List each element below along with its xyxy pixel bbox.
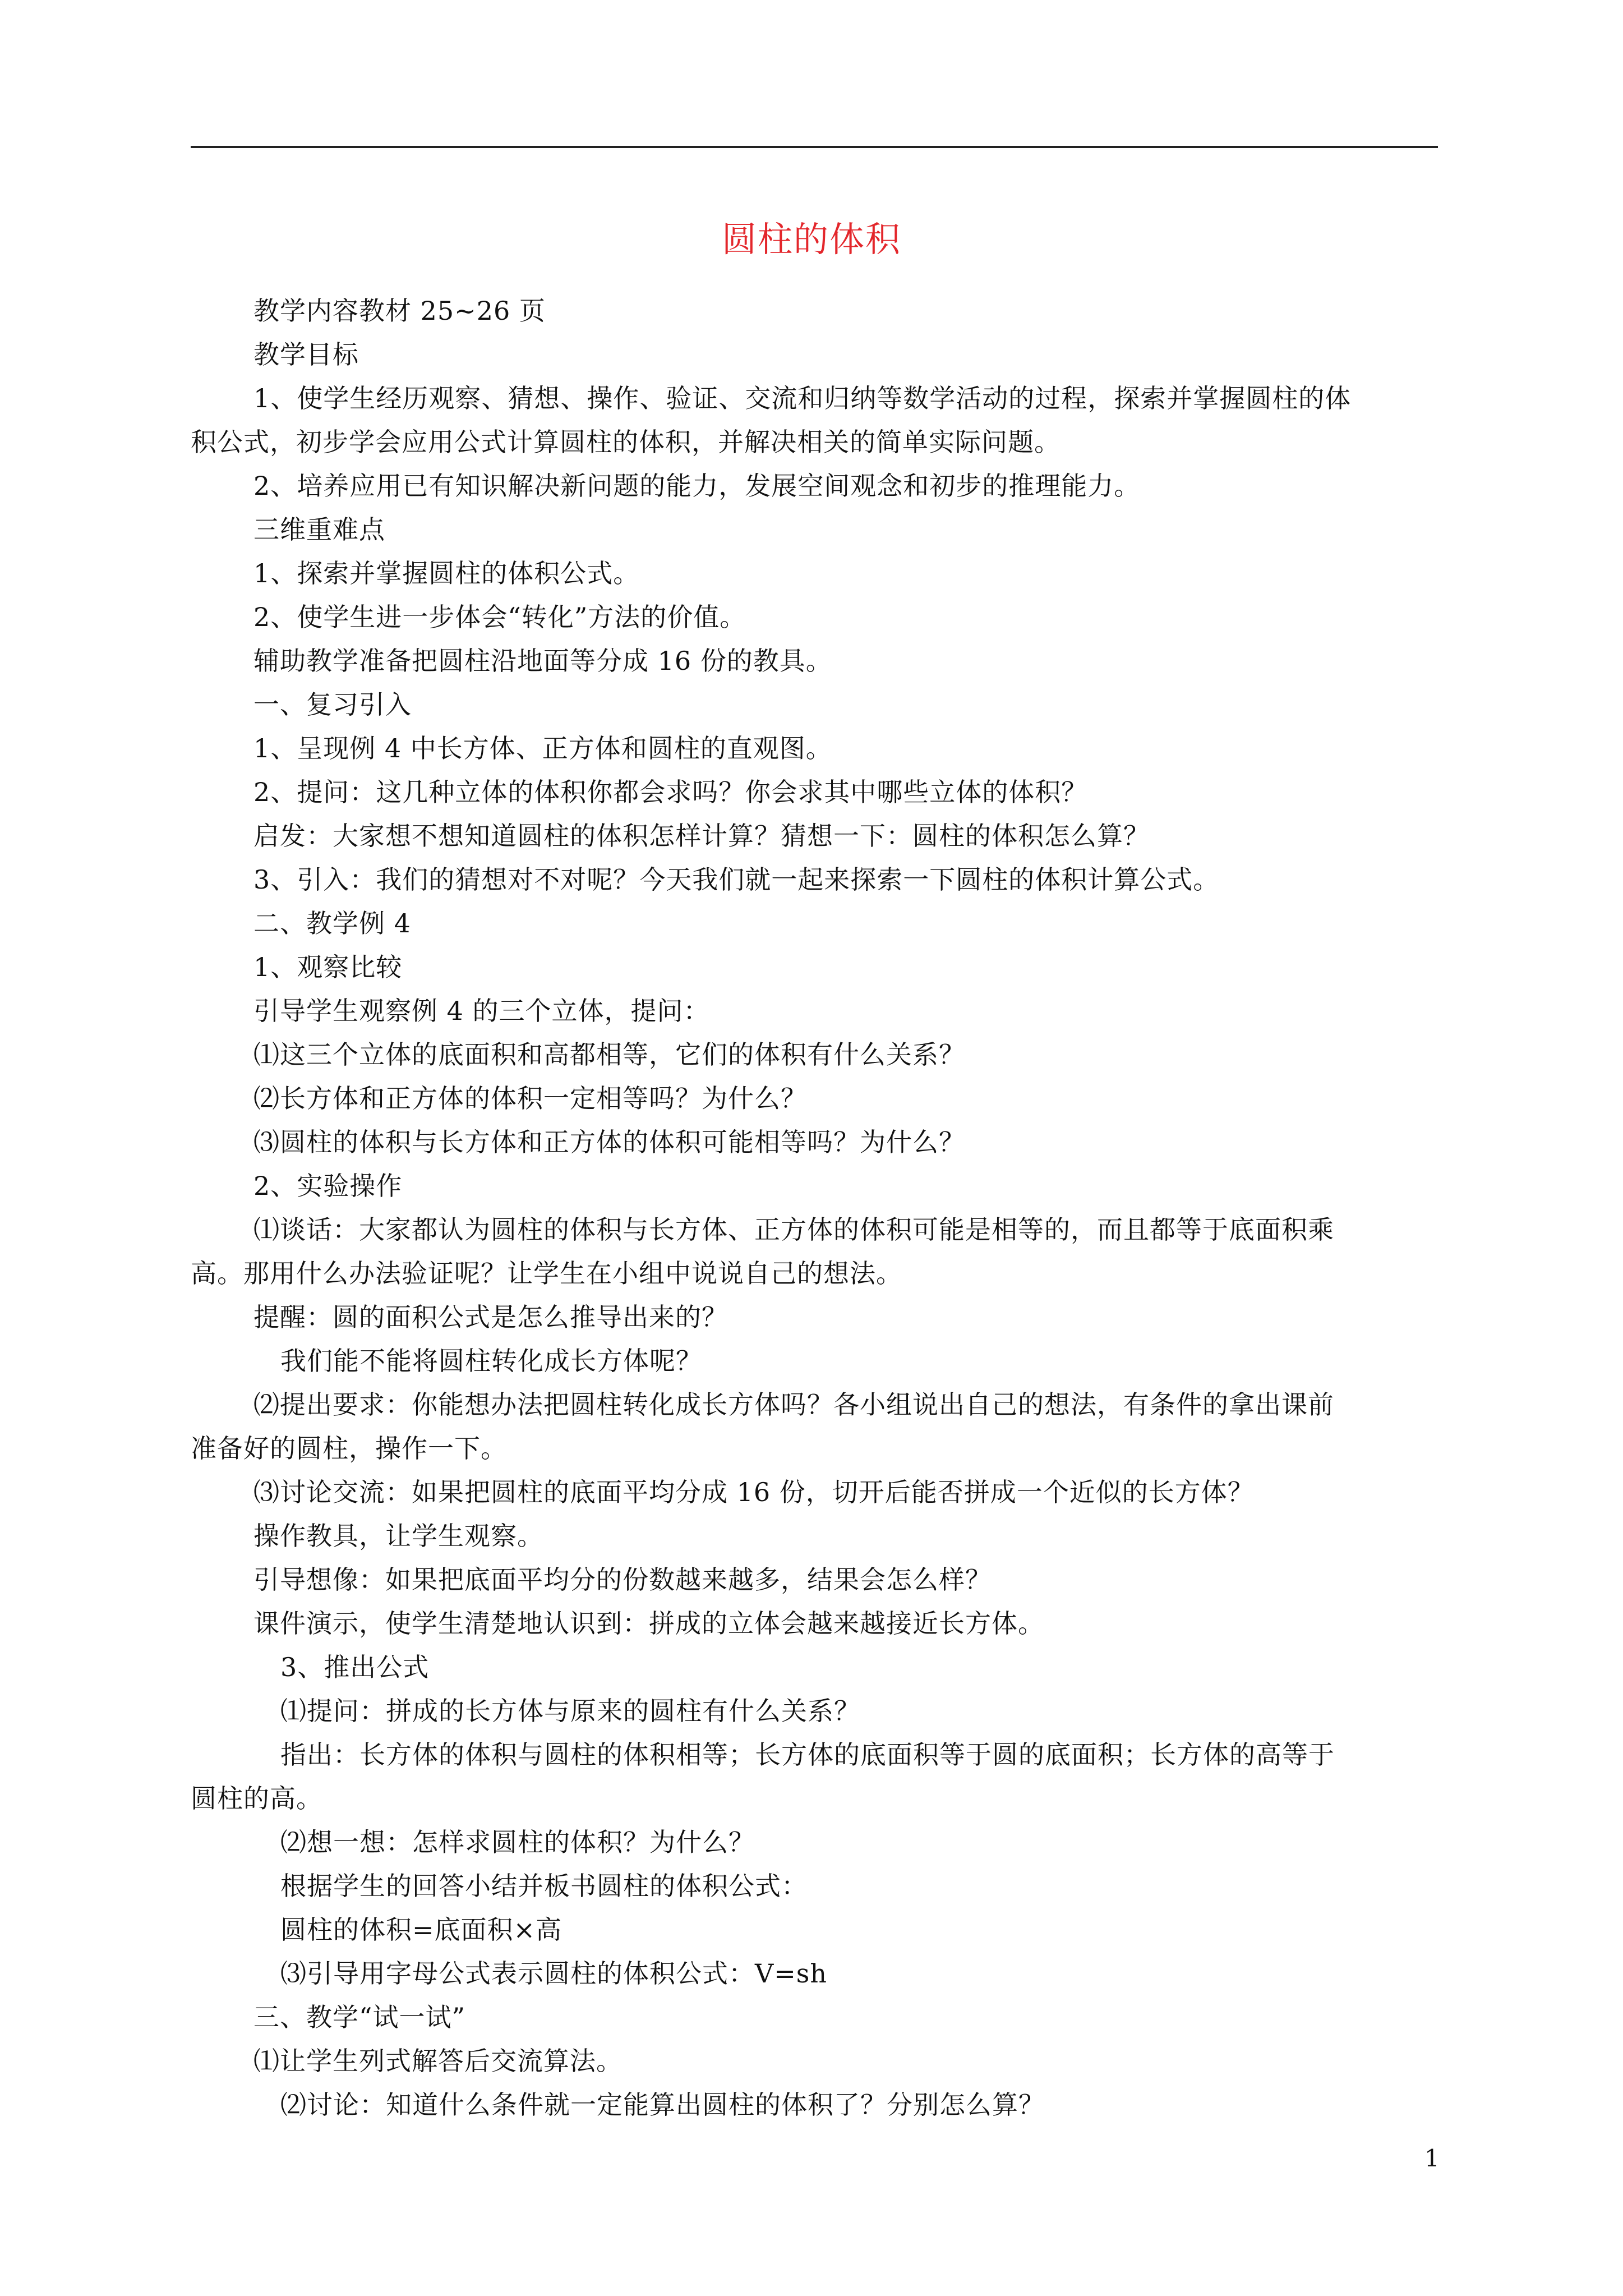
text-line: ⑶讨论交流：如果把圆柱的底面平均分成 16 份，切开后能否拼成一个近似的长方体？ [253,1477,1254,1507]
text-line: 1、探索并掌握圆柱的体积公式。 [253,558,640,588]
text-line: 二、教学例 4 [253,908,411,938]
text-line: 三维重难点 [253,514,385,545]
text-line: 1、使学生经历观察、猜想、操作、验证、交流和归纳等数学活动的过程，探索并掌握圆柱的体 [253,383,1352,413]
text-line: 3、引入：我们的猜想对不对呢？今天我们就一起来探索一下圆柱的体积计算公式。 [253,864,1220,895]
text-line: 2、培养应用已有知识解决新问题的能力，发展空间观念和初步的推理能力。 [253,471,1141,501]
text-line: 高。那用什么办法验证呢？让学生在小组中说说自己的想法。 [191,1258,902,1289]
text-line: 圆柱的体积=底面积×高 [280,1915,562,1945]
text-line: ⑶圆柱的体积与长方体和正方体的体积可能相等吗？为什么？ [253,1127,965,1157]
text-line: 积公式，初步学会应用公式计算圆柱的体积，并解决相关的简单实际问题。 [191,427,1061,457]
text-line: 1、观察比较 [253,952,403,982]
text-line: ⑴让学生列式解答后交流算法。 [253,2046,623,2076]
text-line: 准备好的圆柱，操作一下。 [191,1433,507,1464]
text-line: 辅助教学准备把圆柱沿地面等分成 16 份的教具。 [253,646,832,676]
text-line: 引导想像：如果把底面平均分的份数越来越多，结果会怎么样？ [253,1565,992,1595]
text-line: 1、呈现例 4 中长方体、正方体和圆柱的直观图。 [253,733,832,763]
text-line: 提醒：圆的面积公式是怎么推导出来的？ [253,1302,728,1332]
text-line: 2、使学生进一步体会“转化”方法的价值。 [253,602,746,632]
text-line: ⑵提出要求：你能想办法把圆柱转化成长方体吗？各小组说出自己的想法，有条件的拿出课前 [253,1389,1334,1420]
text-line: ⑵讨论：知道什么条件就一定能算出圆柱的体积了？分别怎么算？ [280,2090,1045,2120]
text-line: 引导学生观察例 4 的三个立体，提问： [253,996,710,1026]
text-line: 2、实验操作 [253,1171,403,1201]
text-line: 我们能不能将圆柱转化成长方体呢？ [280,1346,702,1376]
text-line: ⑴这三个立体的底面积和高都相等，它们的体积有什么关系？ [253,1039,965,1070]
text-line: 教学目标 [253,339,359,370]
text-line: 根据学生的回答小结并板书圆柱的体积公式： [280,1871,808,1901]
text-line: ⑴谈话：大家都认为圆柱的体积与长方体、正方体的体积可能是相等的，而且都等于底面积乘 [253,1214,1334,1245]
text-line: 3、推出公式 [280,1652,430,1682]
text-line: 三、教学“试一试” [253,2002,466,2032]
text-line: ⑵长方体和正方体的体积一定相等吗？为什么？ [253,1083,807,1114]
text-line: 操作教具，让学生观察。 [253,1521,543,1551]
header-rule [191,146,1438,148]
document-title: 圆柱的体积 [721,219,901,260]
page-number: 1 [1424,2145,1440,2172]
text-line: 指出：长方体的体积与圆柱的体积相等；长方体的底面积等于圆的底面积；长方体的高等于 [280,1740,1335,1770]
document-body [191,289,1438,2127]
text-line: 课件演示，使学生清楚地认识到：拼成的立体会越来越接近长方体。 [253,1608,1044,1639]
text-line: ⑶引导用字母公式表示圆柱的体积公式：V=sh [280,1958,827,1989]
text-line: 2、提问：这几种立体的体积你都会求吗？你会求其中哪些立体的体积？ [253,777,1088,807]
text-line: ⑴提问：拼成的长方体与原来的圆柱有什么关系？ [280,1696,860,1726]
text-line: ⑵想一想：怎样求圆柱的体积？为什么？ [280,1827,755,1857]
text-line: 圆柱的高。 [191,1783,322,1814]
text-line: 一、复习引入 [253,689,412,720]
text-line: 教学内容教材 25~26 页 [253,296,546,326]
text-line: 启发：大家想不想知道圆柱的体积怎样计算？猜想一下：圆柱的体积怎么算？ [253,821,1150,851]
